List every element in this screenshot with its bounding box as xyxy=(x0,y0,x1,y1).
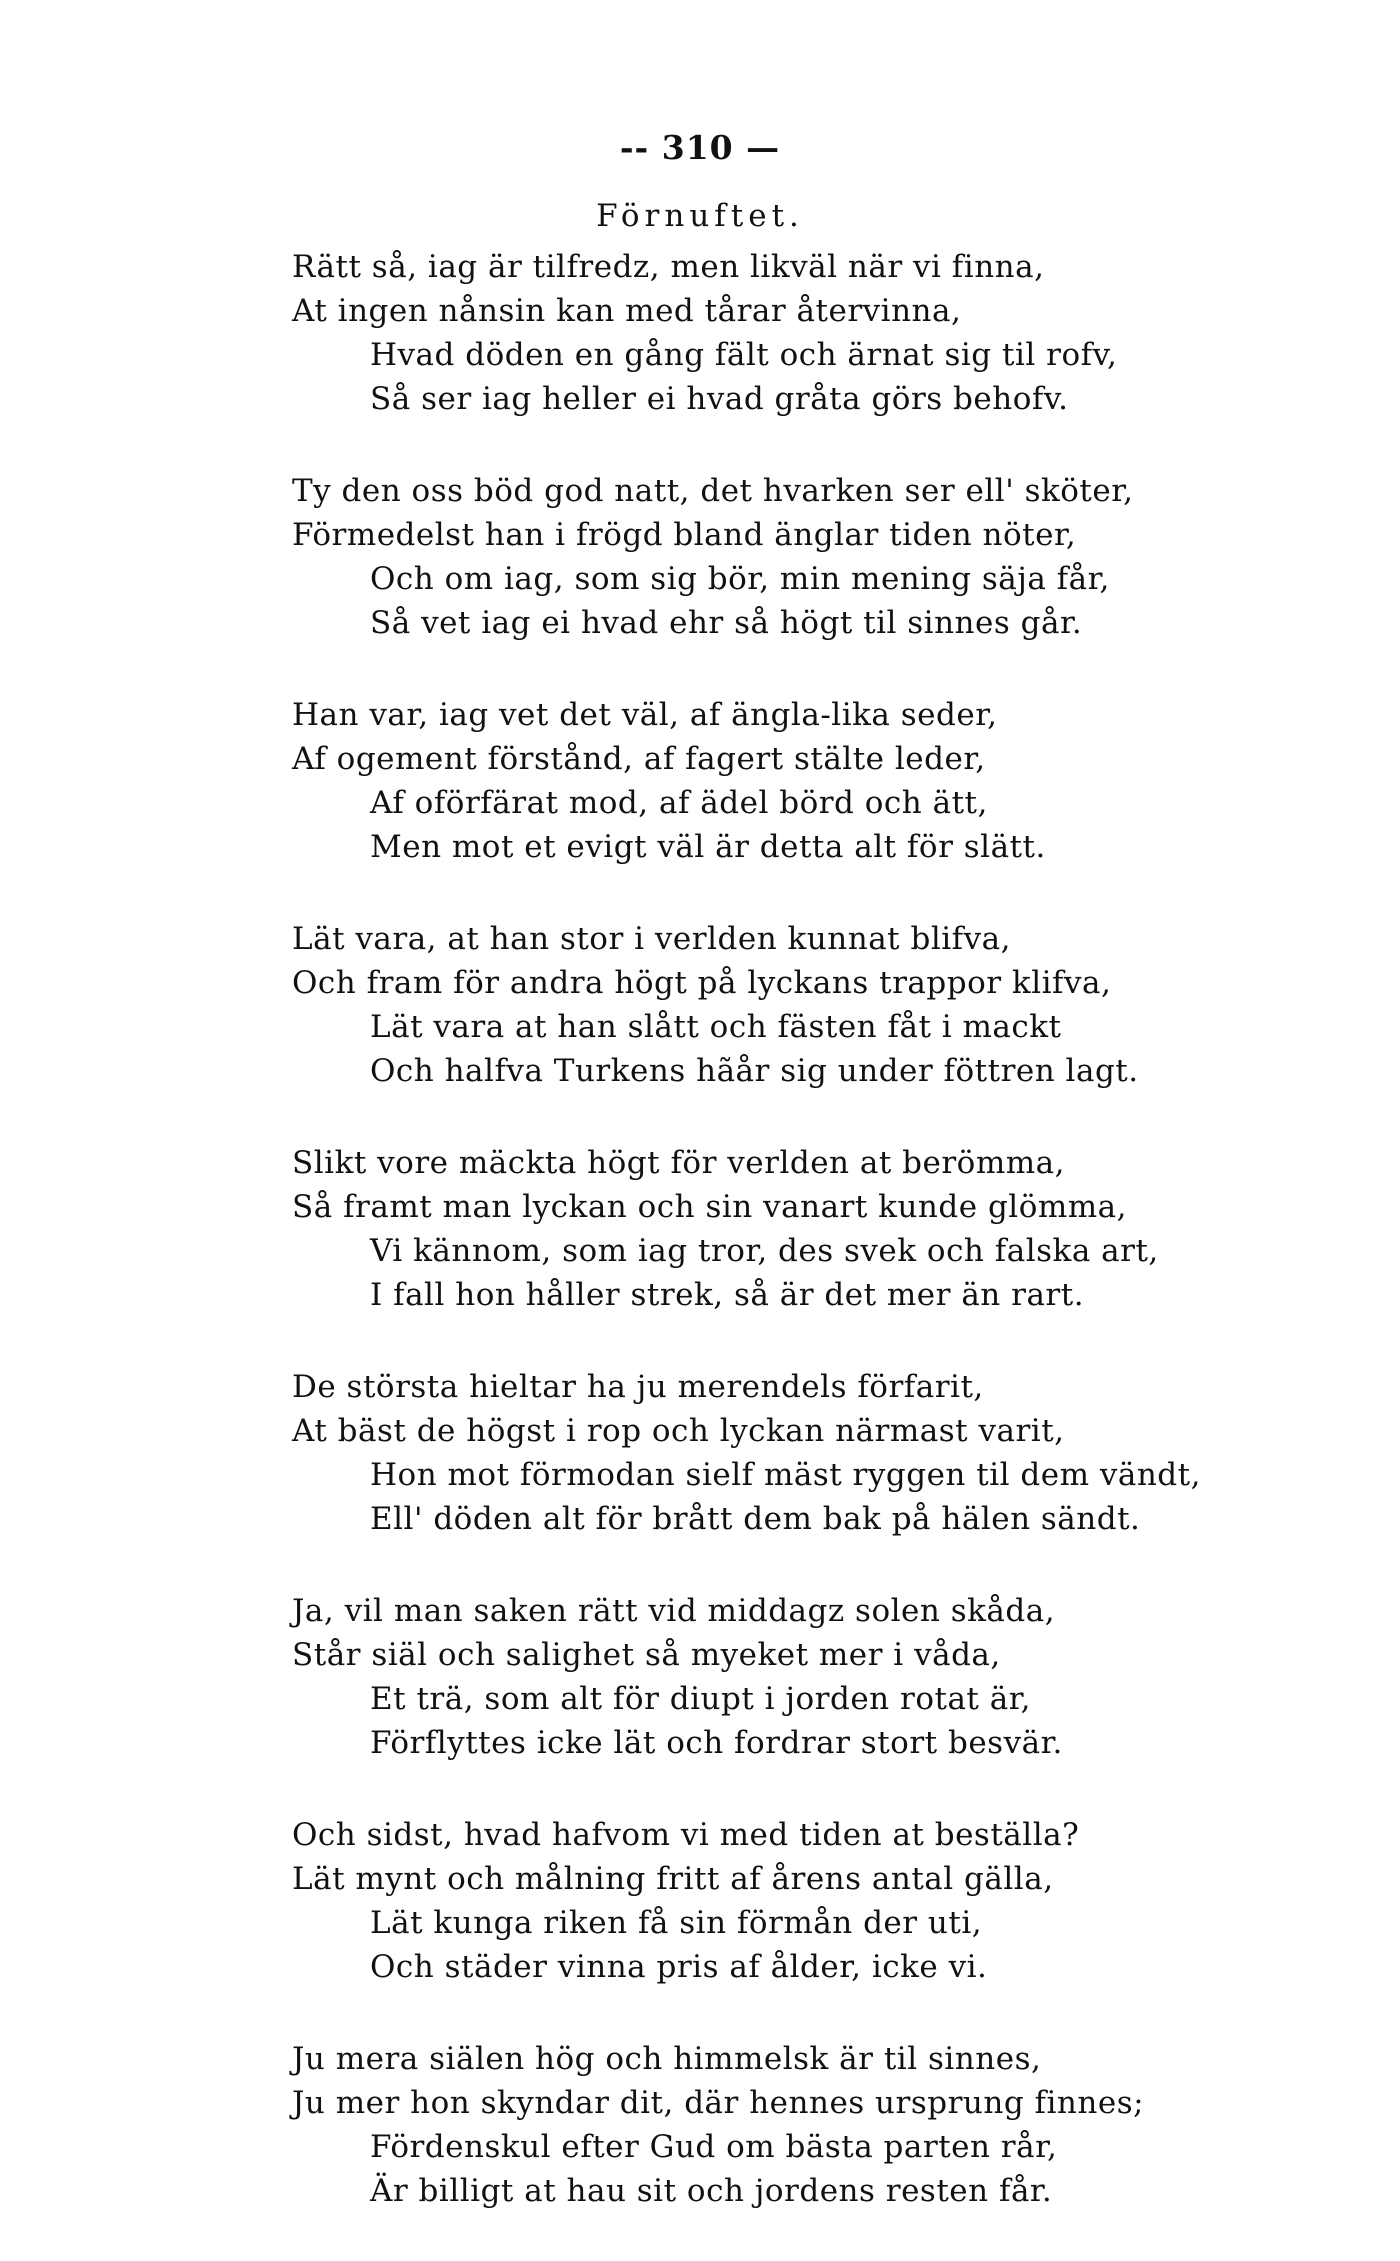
poem-line: Ell' döden alt för brått dem bak på hälen sändt. xyxy=(370,1501,1141,1537)
page-number: -- 310 — xyxy=(619,128,781,167)
stanza-8 xyxy=(292,1813,1292,1989)
stanza-3 xyxy=(292,693,1292,869)
poem-line: Lät kunga riken få sin förmån der uti, xyxy=(370,1905,983,1941)
poem-line: Så vet iag ei hvad ehr så högt til sinnes går. xyxy=(370,605,1083,641)
poem-line: Lät mynt och målning fritt af årens antal gälla, xyxy=(292,1861,1054,1897)
stanza-1 xyxy=(292,245,1292,421)
poem-line: Så ser iag heller ei hvad gråta görs behofv. xyxy=(370,381,1069,417)
poem-line: Förmedelst han i frögd bland änglar tiden nöter, xyxy=(292,517,1077,553)
poem-line: Ty den oss böd god natt, det hvarken ser ell' sköter, xyxy=(292,473,1134,509)
stanza-5 xyxy=(292,1141,1292,1317)
poem-line: Hvad döden en gång fält och ärnat sig til rofv, xyxy=(370,337,1118,373)
poem-line: Af oförfärat mod, af ädel börd och ätt, xyxy=(370,785,988,821)
poem-line: Hon mot förmodan sielf mäst ryggen til dem vändt, xyxy=(370,1457,1201,1493)
poem-line: I fall hon håller strek, så är det mer än rart. xyxy=(370,1277,1085,1313)
stanza-9 xyxy=(292,2037,1292,2213)
poem-body xyxy=(292,245,1292,2261)
poem-line: Ja, vil man saken rätt vid middagz solen skåda, xyxy=(292,1593,1056,1629)
poem-title: Förnuftet. xyxy=(596,198,804,234)
poem-line: Förflyttes icke lät och fordrar stort besvär. xyxy=(370,1725,1063,1761)
poem-line: Och sidst, hvad hafvom vi med tiden at beställa? xyxy=(292,1817,1080,1853)
poem-line: Slikt vore mäckta högt för verlden at berömma, xyxy=(292,1145,1065,1181)
poem-line: Af ogement förstånd, af fagert stälte leder, xyxy=(292,741,986,777)
poem-line: Är billigt at hau sit och jordens resten får. xyxy=(370,2173,1053,2209)
poem-line: Ju mer hon skyndar dit, där hennes ursprung finnes; xyxy=(292,2085,1145,2121)
poem-line: Och städer vinna pris af ålder, icke vi. xyxy=(370,1949,988,1985)
poem-line: Rätt så, iag är tilfredz, men likväl när vi finna, xyxy=(292,249,1045,285)
poem-line: Lät vara, at han stor i verlden kunnat blifva, xyxy=(292,921,1011,957)
poem-line: Står siäl och salighet så myeket mer i våda, xyxy=(292,1637,1001,1673)
poem-line: Så framt man lyckan och sin vanart kunde glömma, xyxy=(292,1189,1127,1225)
stanza-4 xyxy=(292,917,1292,1093)
poem-line: Och halfva Turkens hãår sig under föttren lagt. xyxy=(370,1053,1139,1089)
poem-line: De största hieltar ha ju merendels förfarit, xyxy=(292,1369,984,1405)
stanza-7 xyxy=(292,1589,1292,1765)
poem-line: Och fram för andra högt på lyckans trappor klifva, xyxy=(292,965,1112,1001)
poem-line: Et trä, som alt för diupt i jorden rotat är, xyxy=(370,1681,1031,1717)
poem-line: Han var, iag vet det väl, af ängla-lika seder, xyxy=(292,697,998,733)
poem-line: Lät vara at han slått och fästen fåt i mackt xyxy=(370,1009,1062,1045)
poem-line: Och om iag, som sig bör, min mening säja får, xyxy=(370,561,1110,597)
stanza-2 xyxy=(292,469,1292,645)
poem-line: At ingen nånsin kan med tårar återvinna, xyxy=(292,293,962,329)
poem-line: Vi kännom, som iag tror, des svek och falska art, xyxy=(370,1233,1159,1269)
poem-line: Men mot et evigt väl är detta alt för slätt. xyxy=(370,829,1046,865)
poem-line: Fördenskul efter Gud om bästa parten rår, xyxy=(370,2129,1058,2165)
stanza-6 xyxy=(292,1365,1292,1541)
poem-line: Ju mera siälen hög och himmelsk är til sinnes, xyxy=(292,2041,1042,2077)
poem-line: At bäst de högst i rop och lyckan närmast varit, xyxy=(292,1413,1065,1449)
